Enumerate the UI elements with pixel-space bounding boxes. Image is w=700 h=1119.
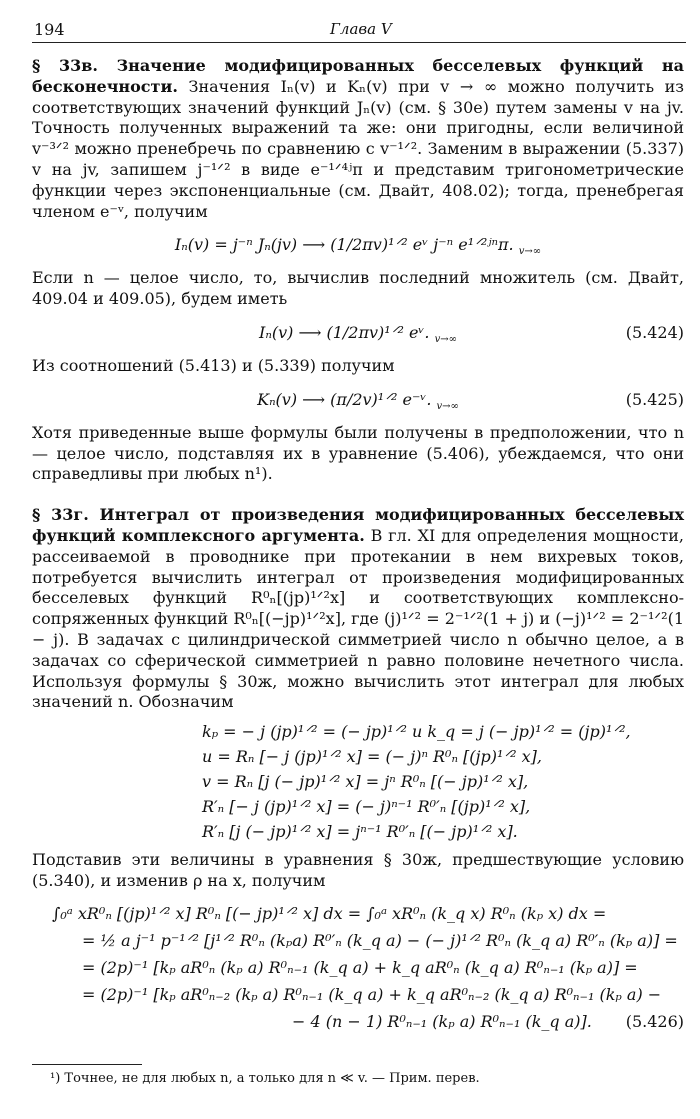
section-33g-paragraph — [32, 505, 684, 713]
formula-2-text: Iₙ(v) ⟶ (1/2πv)¹ᐟ² eᵛ. — [259, 322, 430, 342]
formula-426-number: (5.426) — [625, 1011, 684, 1031]
section-33v-text-4: Хотя приведенные выше формулы были получены в предположении, что n — целое число, подставляя их в уравнение (5.406), убеждаемся, что они справедливы при любых n¹). — [32, 422, 684, 484]
formula-1 — [32, 232, 684, 258]
integral-line: = (2p)⁻¹ [kₚ aR⁰ₙ₋₂ (kₚ a) R⁰ₙ₋₁ (k_q a) + k_q aR⁰ₙ₋₂ (k_q a) R⁰ₙ₋₁ (kₚ a) − — [82, 984, 662, 1004]
integral-line: ∫₀ᵃ xR⁰ₙ [(jp)¹ᐟ² x] R⁰ₙ [(− jp)¹ᐟ² x] dx = ∫₀ᵃ xR⁰ₙ (k_q x) R⁰ₙ (kₚ x) dx = — [52, 903, 607, 923]
running-head: Глава V — [330, 20, 392, 38]
page-header — [0, 0, 700, 40]
formula-3 — [32, 387, 684, 413]
section-33v-paragraph — [32, 56, 684, 222]
formula-2-number: (5.424) — [625, 322, 684, 342]
formula-1-limit: v→∞ — [518, 246, 542, 258]
formula-3-number: (5.425) — [625, 389, 684, 409]
footnote: ¹) Точнее, не для любых n, а только для n ≪ v. — Прим. перев. — [50, 1071, 480, 1086]
formula-3-limit: v→∞ — [436, 400, 459, 412]
formula-3-text: Kₙ(v) ⟶ (π/2v)¹ᐟ² e⁻ᵛ. — [257, 389, 432, 409]
footnote-rule — [32, 1064, 142, 1065]
formula-2 — [32, 320, 684, 346]
formula-1-text: Iₙ(v) = j⁻ⁿ Jₙ(jv) ⟶ (1/2πv)¹ᐟ² eᵛ j⁻ⁿ e¹ᐟ²ʲⁿπ. — [174, 235, 514, 255]
page-number: 194 — [34, 20, 65, 39]
integral-line: − 4 (n − 1) R⁰ₙ₋₁ (kₚ a) R⁰ₙ₋₁ (k_q a)]. — [292, 1011, 592, 1031]
integral-line: = ½ a j⁻¹ p⁻¹ᐟ² [j¹ᐟ² R⁰ₙ (kₚa) R⁰′ₙ (k_q a) − (− j)¹ᐟ² R⁰ₙ (k_q a) R⁰′ₙ (kₚ a)] = — [82, 930, 678, 950]
definition-line: R′ₙ [− j (jp)¹ᐟ² x] = (− j)ⁿ⁻¹ R⁰′ₙ [(jp)¹ᐟ² x], — [202, 797, 531, 817]
integral-block — [32, 900, 684, 1035]
definition-line: kₚ = − j (jp)¹ᐟ² = (− jp)¹ᐟ² и k_q = j (− jp)¹ᐟ² = (jp)¹ᐟ², — [202, 722, 631, 742]
section-33g-heading: § 33г. Интеграл от произведения модифицированных бесселевых функций комплексного аргумента. — [32, 505, 684, 545]
definition-line: u = Rₙ [− j (jp)¹ᐟ² x] = (− j)ⁿ R⁰ₙ [(jp)¹ᐟ² x], — [202, 747, 543, 767]
section-33v-text-3: Из соотношений (5.413) и (5.339) получим — [32, 355, 395, 375]
integral-line: = (2p)⁻¹ [kₚ aR⁰ₙ (kₚ a) R⁰ₙ₋₁ (k_q a) + k_q aR⁰ₙ (k_q a) R⁰ₙ₋₁ (kₚ a)] = — [82, 957, 638, 977]
section-33g-text-2: Подставив эти величины в уравнения § 30ж, предшествующие условию (5.340), и изменив ρ на x, получим — [32, 850, 684, 890]
definitions-block — [32, 719, 684, 844]
page-body — [32, 56, 684, 1035]
definition-line: R′ₙ [j (− jp)¹ᐟ² x] = jⁿ⁻¹ R⁰′ₙ [(− jp)¹ᐟ² x]. — [202, 822, 518, 842]
header-rule — [32, 42, 686, 43]
section-33v-text: Значения Iₙ(v) и Kₙ(v) при v → ∞ можно получить из соответствующих значений функций Jₙ(v) (см. § 30е) путем замены v на jv. Точность полученных выражений та же: они пригодны, если величиной v⁻³ᐟ² можно пренебречь по сравнению с v⁻¹ᐟ². Заменим в выражении (5.337) v на jv, запишем j⁻¹ᐟ² в виде e⁻¹ᐟ⁴ʲπ и представим тригонометрические функции через экспоненциальные (см. Двайт, 408.02); тогда, пренебрегая членом e⁻ᵛ, получим — [32, 76, 684, 221]
definition-line: v = Rₙ [j (− jp)¹ᐟ² x] = jⁿ R⁰ₙ [(− jp)¹ᐟ² x], — [202, 772, 529, 792]
formula-2-limit: v→∞ — [434, 334, 457, 346]
section-33v-heading: § 33в. Значение модифицированных бесселевых функций на бесконечности. — [32, 56, 684, 96]
section-33v-text-2: Если n — целое число, то, вычислив последний множитель (см. Двайт, 409.04 и 409.05), будем иметь — [32, 268, 684, 309]
section-33g-text: В гл. XI для определения мощности, рассеиваемой в проводнике при протекании в нем вихревых токов, потребуется вычислить интеграл от произведения модифицированных бесселевых функций R⁰ₙ[(jp)¹ᐟ²x] и соответствующих комплексно-сопряженных функций R⁰ₙ[(−jp)¹ᐟ²x], где (j)¹ᐟ² = 2⁻¹ᐟ²(1 + j) и (−j)¹ᐟ² = 2⁻¹ᐟ²(1 − j). В задачах с цилиндрической симметрией число n обычно целое, а в задачах со сферической симметрией n равно половине нечетного числа. Используя формулы § 30ж, можно вычислить этот интеграл для любых значений n. Обозначим — [32, 525, 684, 712]
